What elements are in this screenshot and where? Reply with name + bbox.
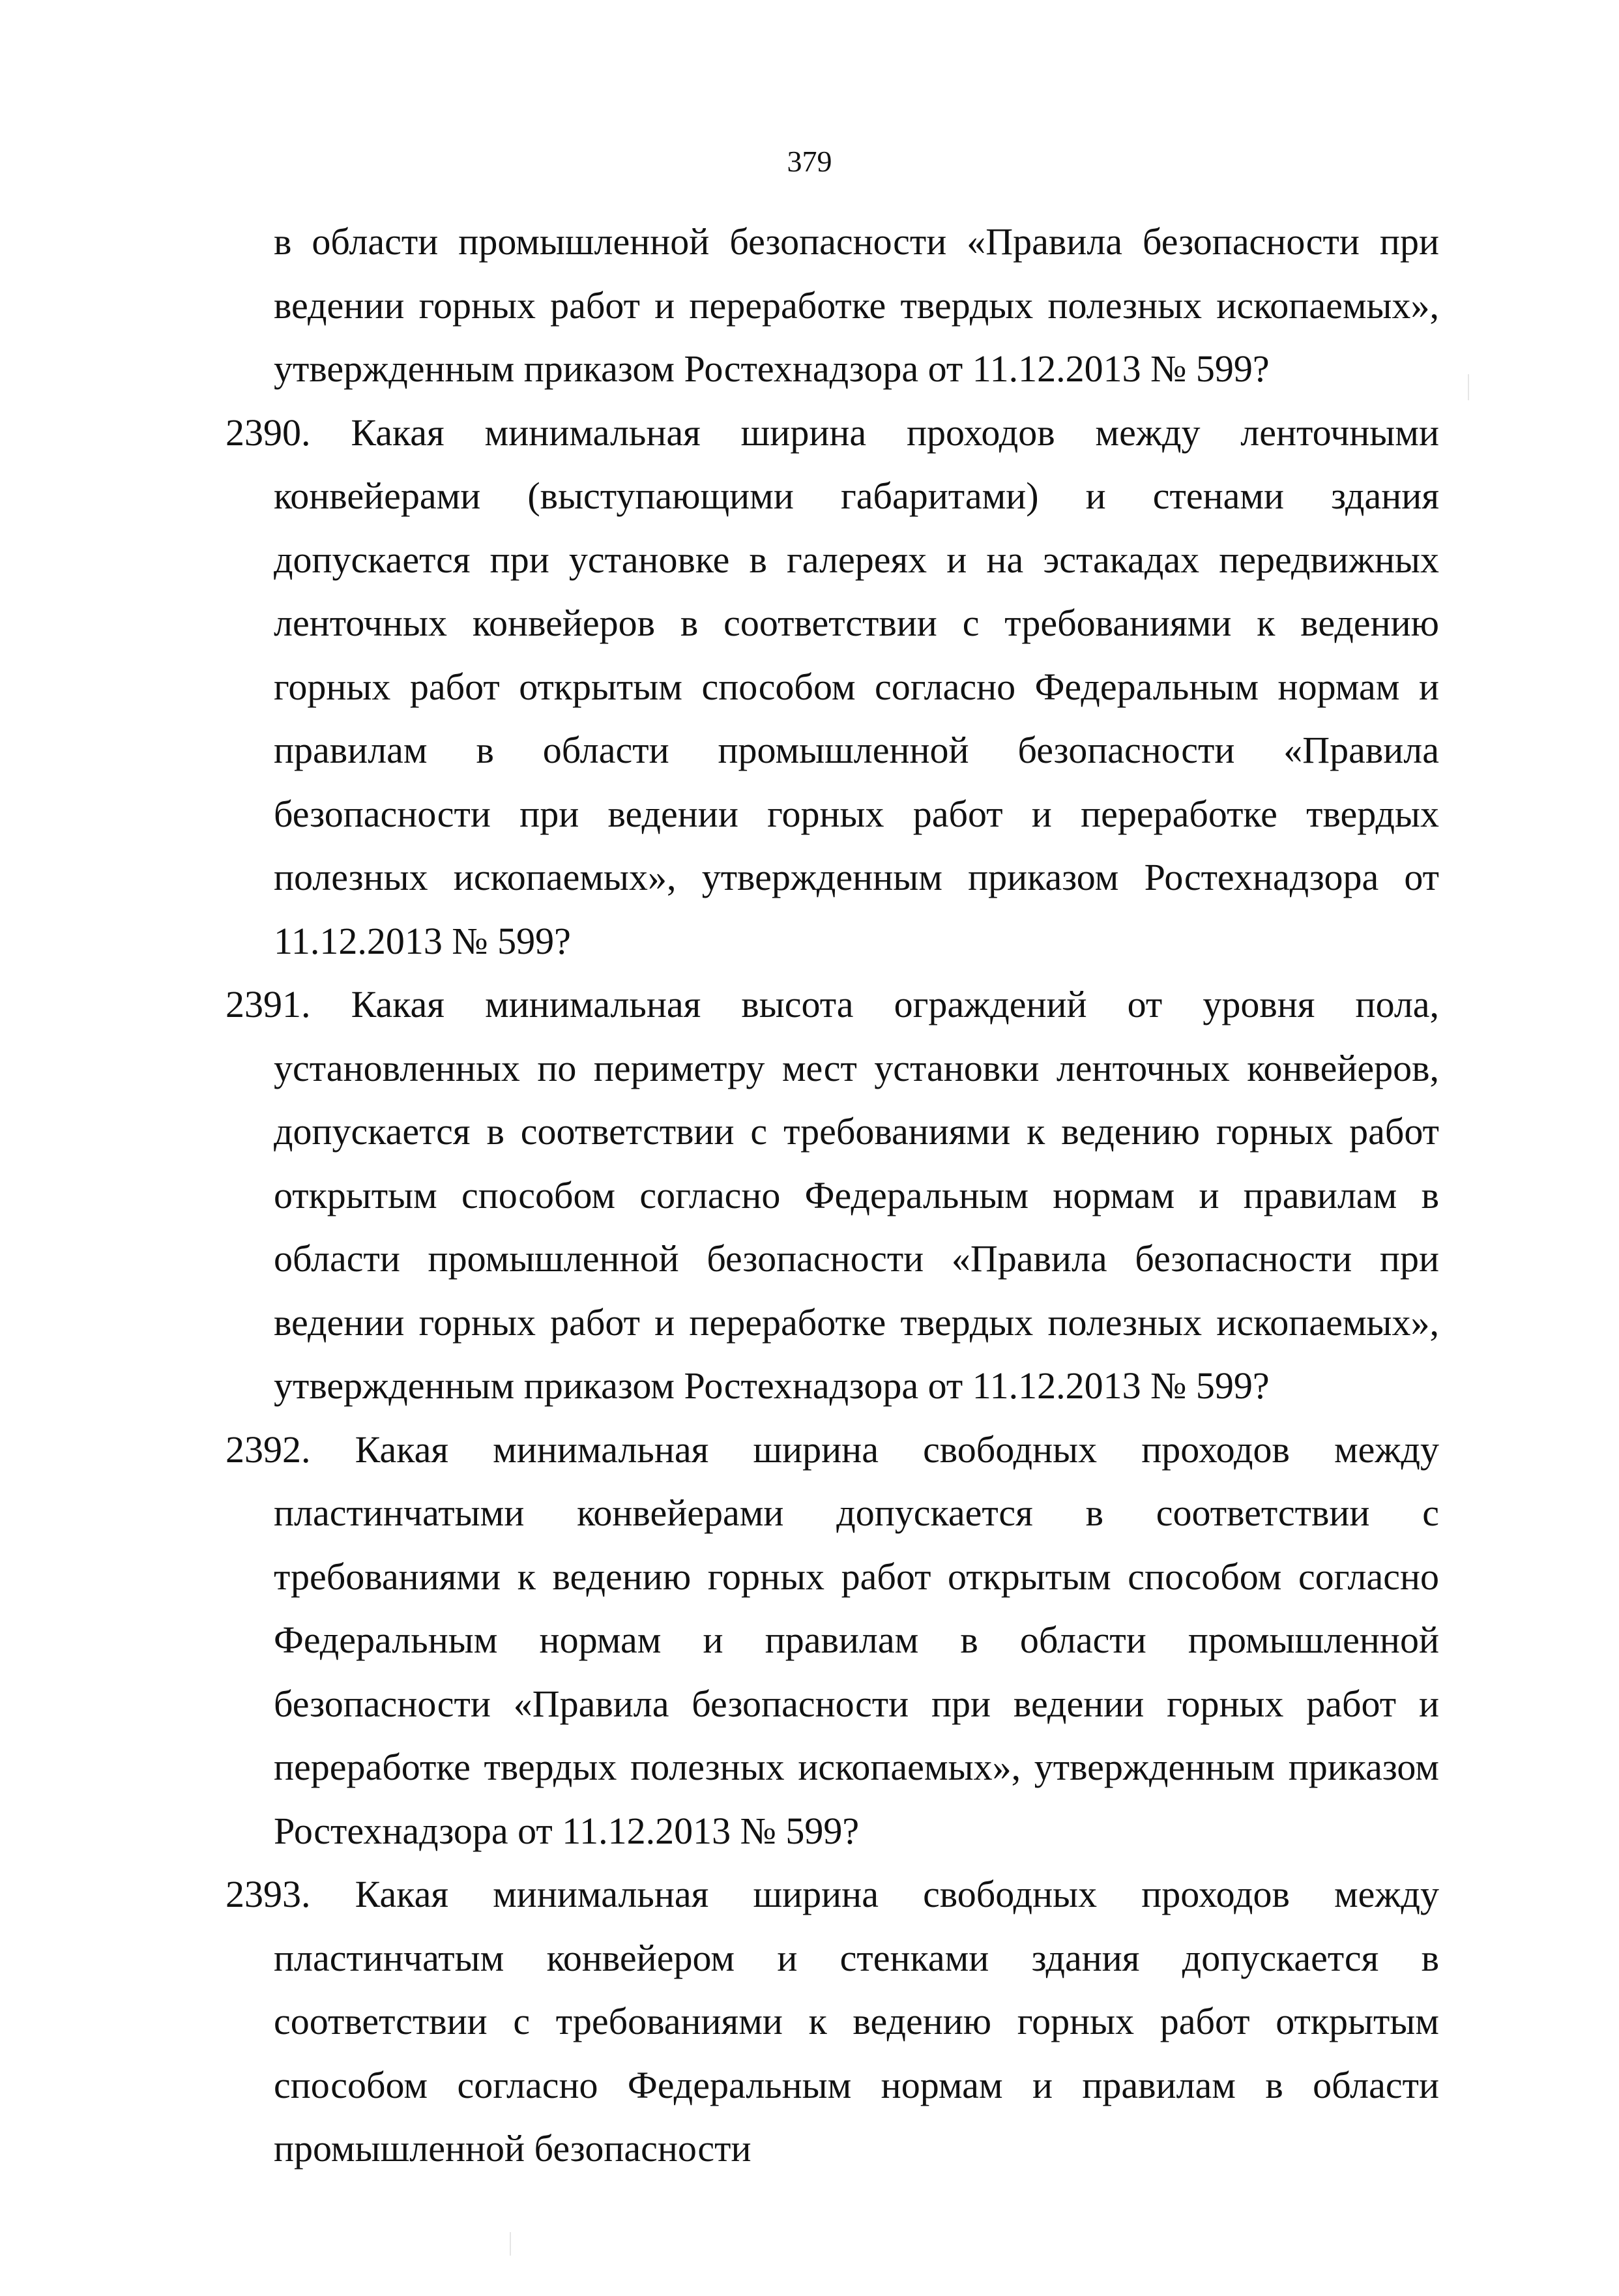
continuation-paragraph: в области промышленной безопасности «Правила безопасности при ведении горных работ и переработке твердых полезных ископаемых», утвержденным приказом Ростехнадзора от 11.12.2013 № 599? [274, 220, 1439, 390]
question-text: Какая минимальная ширина свободных проходов между пластинчатыми конвейерами допускается в соответствии с требованиями к ведению горных работ открытым способом согласно Федеральным нормам и правилам в области промышленной безопасности «Правила безопасности при ведении горных работ и переработке твердых полезных ископаемых», утвержденным приказом Ростехнадзора от 11.12.2013 № 599? [274, 1428, 1440, 1852]
question-number: 2392. [226, 1428, 311, 1471]
question-text: Какая минимальная высота ограждений от уровня пола, установленных по периметру мест установки ленточных конвейеров, допускается в соответствии с требованиями к ведению горных работ открытым способом согласно Федеральным нормам и правилам в области промышленной безопасности «Правила безопасности при ведении горных работ и переработке твердых полезных ископаемых», утвержденным приказом Ростехнадзора от 11.12.2013 № 599? [274, 983, 1440, 1407]
question-number: 2393. [226, 1873, 311, 1915]
page-content [226, 210, 1440, 2181]
question-2391 [226, 973, 1440, 1418]
scan-artifact-mark [510, 2232, 511, 2256]
question-number: 2390. [226, 411, 311, 454]
question-2393 [226, 1862, 1440, 2181]
question-2390 [226, 401, 1440, 973]
scan-artifact-mark [1468, 374, 1469, 400]
page-number: 379 [787, 145, 832, 178]
question-text: Какая минимальная ширина свободных проходов между пластинчатым конвейером и стенками здания допускается в соответствии с требованиями к ведению горных работ открытым способом согласно Федеральным нормам и правилам в области промышленной безопасности [274, 1873, 1440, 2170]
question-2392 [226, 1418, 1440, 1863]
question-number: 2391. [226, 983, 311, 1025]
question-text: Какая минимальная ширина проходов между ленточными конвейерами (выступающими габаритами) и стенами здания допускается при установке в галереях и на эстакадах передвижных ленточных конвейеров в соответствии с требованиями к ведению горных работ открытым способом согласно Федеральным нормам и правилам в области промышленной безопасности «Правила безопасности при ведении горных работ и переработке твердых полезных ископаемых», утвержденным приказом Ростехнадзора от 11.12.2013 № 599? [274, 411, 1440, 962]
